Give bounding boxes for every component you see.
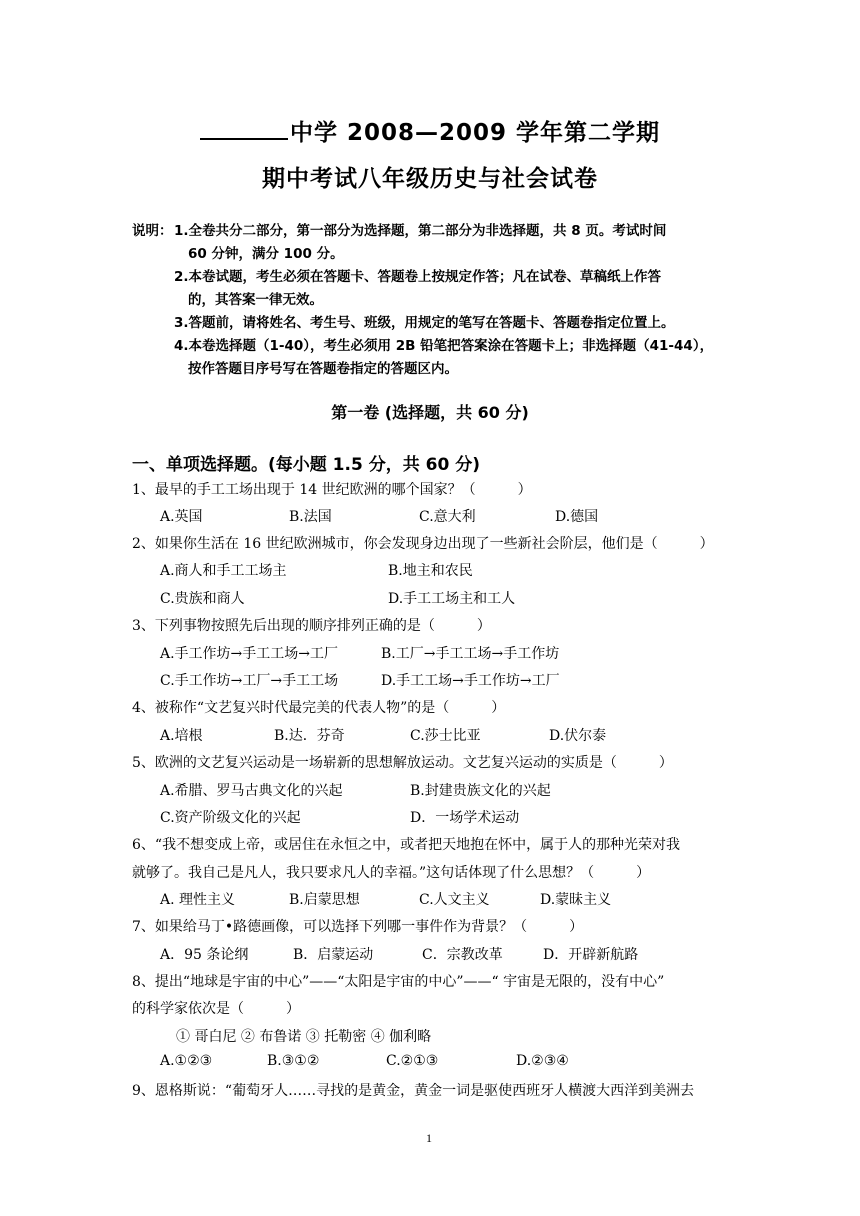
option-a: A．95 条论纲 <box>160 947 249 963</box>
option-d: D.伏尔泰 <box>549 728 607 744</box>
option-d: D.手工工场主和工人 <box>388 591 516 607</box>
question-8: 8、提出“地球是宇宙的中心”——“太阳是宇宙的中心”——“ 宇宙是无限的，没有中心” <box>132 974 665 990</box>
instruction-line: 按作答题目序号写在答题卷指定的答题区内。 <box>188 361 458 377</box>
option-a: A.英国 <box>160 509 203 525</box>
option-c: C.贵族和商人 <box>160 591 245 607</box>
part1-title: 第一卷 (选择题，共 60 分) <box>331 403 529 422</box>
option-c: C.资产阶级文化的兴起 <box>160 810 301 826</box>
option-b: B.启蒙思想 <box>289 892 360 908</box>
section1-title: 一、单项选择题。(每小题 1.5 分，共 60 分) <box>132 455 480 475</box>
option-b: B.法国 <box>289 509 332 525</box>
option-d: D．开辟新航路 <box>543 947 639 963</box>
instruction-line: 1.全卷共分二部分，第一部分为选择题，第二部分为非选择题，共 8 页。考试时间 <box>174 223 667 239</box>
question-7: 7、如果给马丁•路德画像，可以选择下列哪一事件作为背景？（ ） <box>132 919 584 935</box>
option-a: A. 理性主义 <box>160 892 236 908</box>
option-b: B．启蒙运动 <box>293 947 374 963</box>
question-8-choices: ① 哥白尼 ② 布鲁诺 ③ 托勒密 ④ 伽利略 <box>176 1029 432 1045</box>
option-d: D.德国 <box>555 509 599 525</box>
question-2: 2、如果你生活在 16 世纪欧洲城市，你会发现身边出现了一些新社会阶层，他们是（ ） <box>132 536 714 552</box>
option-b: B.③①② <box>267 1053 320 1069</box>
exam-title-line1: 中学 2008—2009 学年第二学期 <box>0 114 860 147</box>
option-c: C.②①③ <box>386 1053 439 1069</box>
option-a: A.希腊、罗马古典文化的兴起 <box>160 783 343 799</box>
instructions-label: 说明： <box>132 223 173 239</box>
question-6-cont: 就够了。我自己是凡人，我只要求凡人的幸福。”这句话体现了什么思想？（ ） <box>132 865 651 881</box>
option-c: C.手工作坊→工厂→手工工场 <box>160 673 339 689</box>
instruction-line: 4.本卷选择题（1-40），考生必须用 2B 铅笔把答案涂在答题卡上；非选择题（41-44）， <box>174 338 714 354</box>
option-b: B.封建贵族文化的兴起 <box>410 783 551 799</box>
option-a: A.①②③ <box>160 1053 213 1069</box>
option-b: B.地主和农民 <box>388 563 473 579</box>
option-c: C.人文主义 <box>419 892 490 908</box>
option-c: C．宗教改革 <box>422 947 503 963</box>
question-6: 6、“我不想变成上帝，或居住在永恒之中，或者把天地抱在怀中，属于人的那种光荣对我 <box>132 837 681 853</box>
option-d: D.手工工场→手工作坊→工厂 <box>381 673 560 689</box>
option-c: C.意大利 <box>419 509 476 525</box>
question-3: 3、下列事物按照先后出现的顺序排列正确的是（ ） <box>132 618 491 634</box>
question-8-cont: 的科学家依次是（ ） <box>132 1001 300 1017</box>
option-a: A.商人和手工工场主 <box>160 563 287 579</box>
question-9: 9、恩格斯说：“葡萄牙人……寻找的是黄金，黄金一词是驱使西班牙人横渡大西洋到美洲去 <box>132 1083 695 1099</box>
option-d: D.蒙昧主义 <box>540 892 612 908</box>
page-number: 1 <box>426 1131 432 1145</box>
question-4: 4、被称作“文艺复兴时代最完美的代表人物”的是（ ） <box>132 700 506 716</box>
instruction-line: 的，其答案一律无效。 <box>188 292 323 308</box>
option-d: D．一场学术运动 <box>410 810 520 826</box>
option-b: B.达．芬奇 <box>274 728 345 744</box>
instruction-line: 2.本卷试题，考生必须在答题卡、答题卷上按规定作答；凡在试卷、草稿纸上作答 <box>174 269 662 285</box>
option-a: A.培根 <box>160 728 203 744</box>
question-5: 5、欧洲的文艺复兴运动是一场崭新的思想解放运动。文艺复兴运动的实质是（ ） <box>132 755 673 771</box>
option-d: D.②③④ <box>516 1053 569 1069</box>
option-a: A.手工作坊→手工工场→工厂 <box>160 646 339 662</box>
question-1: 1、最早的手工工场出现于 14 世纪欧洲的哪个国家？（ ） <box>132 482 532 498</box>
option-b: B.工厂→手工工场→手工作坊 <box>381 646 560 662</box>
instruction-line: 60 分钟，满分 100 分。 <box>188 246 344 262</box>
option-c: C.莎士比亚 <box>410 728 481 744</box>
school-name-blank <box>200 118 288 140</box>
exam-title-line2: 期中考试八年级历史与社会试卷 <box>262 166 598 192</box>
instruction-line: 3.答题前，请将姓名、考生号、班级，用规定的笔写在答题卡、答题卷指定位置上。 <box>174 315 675 331</box>
